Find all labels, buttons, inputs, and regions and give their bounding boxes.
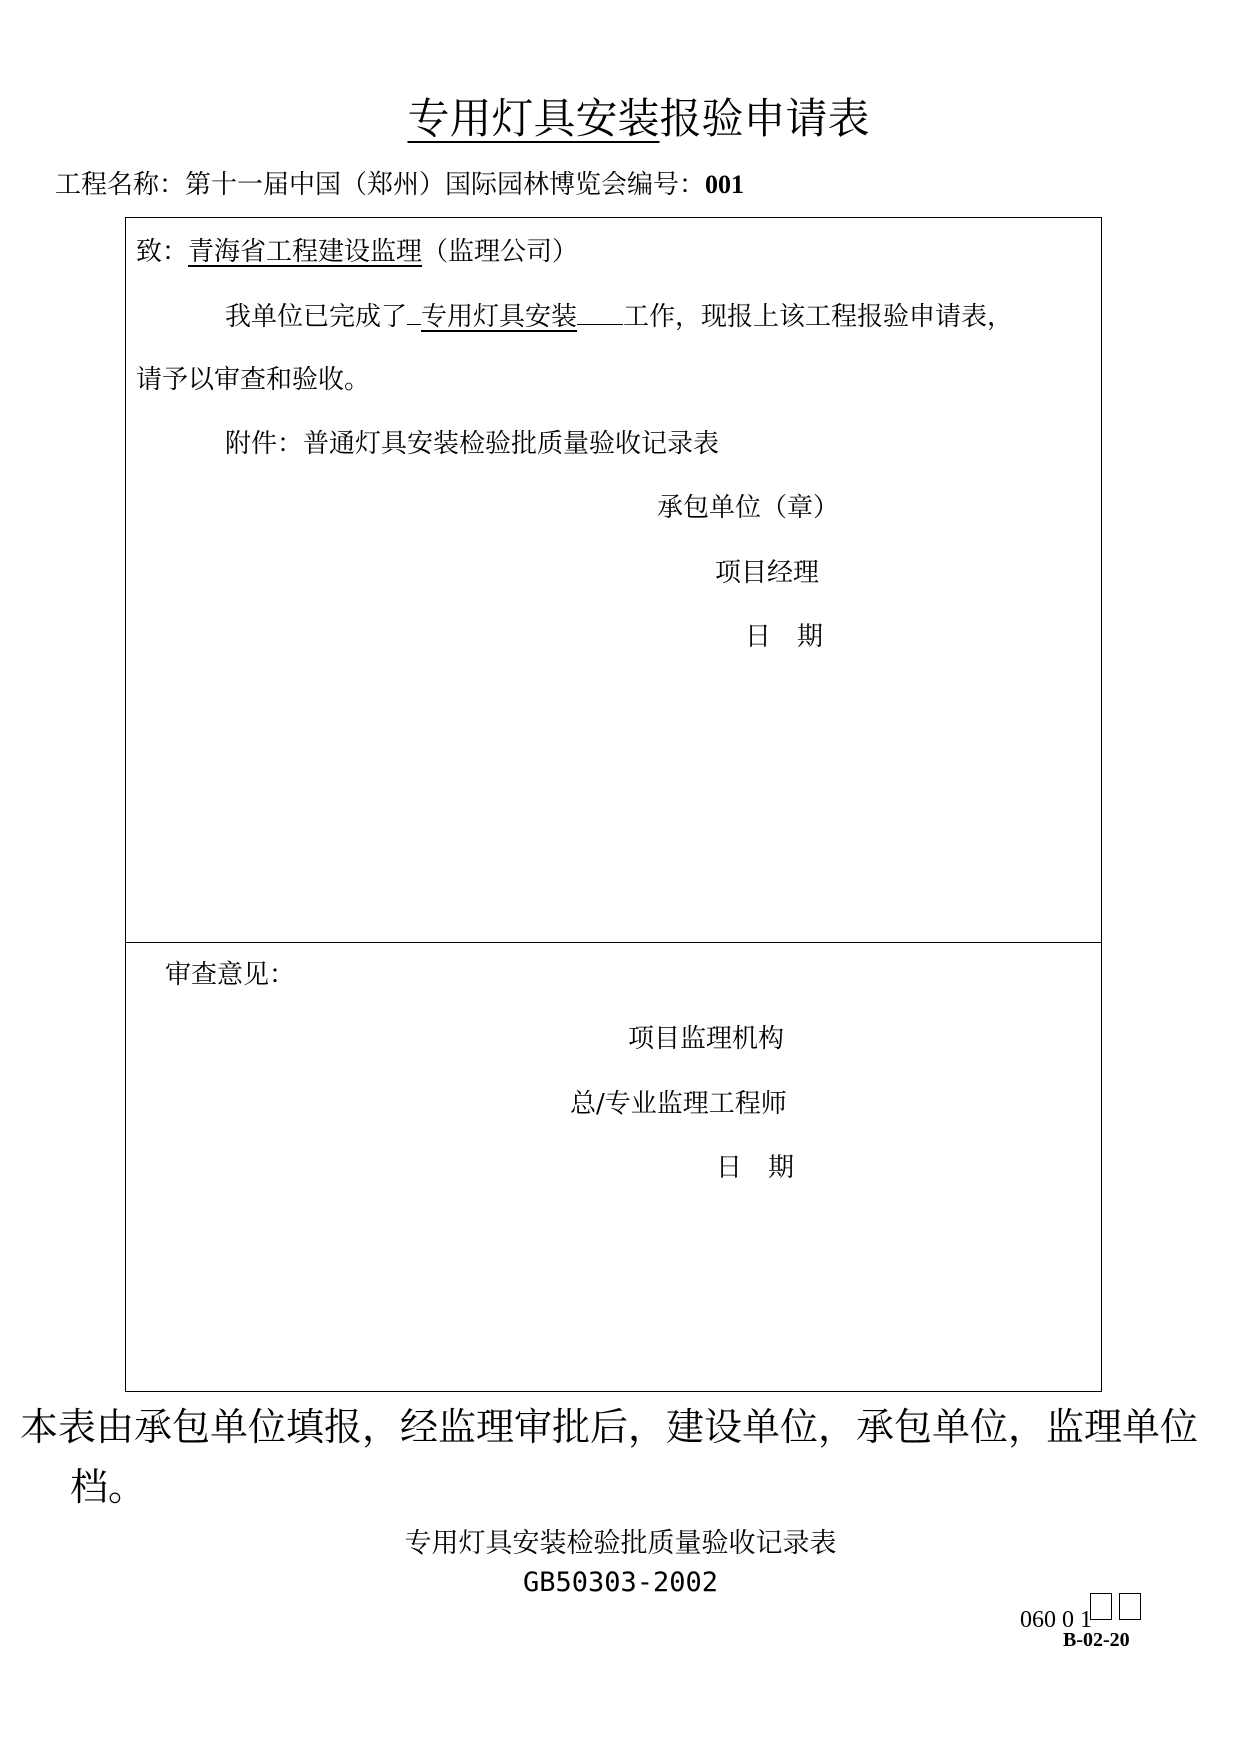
project-line — [55, 168, 744, 202]
completion-statement — [225, 298, 1013, 334]
review-opinion-label: 审查意见： — [165, 960, 296, 990]
footer-note-line2: 档。 — [70, 1465, 147, 1509]
number-label: 编号： — [627, 170, 706, 200]
supervisor-company-name: 青海省工程建设监理 — [188, 237, 423, 267]
completed-work-name: 专用灯具安装 — [421, 302, 578, 332]
completion-suffix: 工作，现报上该工程报验申请表， — [623, 302, 1014, 332]
code-checkbox — [1119, 1593, 1141, 1620]
form-code-fragment: 060 0 1 — [1020, 1607, 1092, 1633]
page-title — [0, 92, 1241, 146]
attachment-line: 附件：普通灯具安装检验批质量验收记录表 — [225, 429, 720, 459]
project-name: 第十一届中国（郑州）国际园林博览会 — [185, 170, 628, 200]
title-rest: 报验申请表 — [659, 94, 870, 143]
form-code-label: B-02-20 — [1063, 1629, 1130, 1651]
project-label: 工程名称： — [55, 170, 186, 200]
review-box — [125, 942, 1102, 1392]
completion-prefix: 我单位已完成了 — [225, 302, 408, 332]
contractor-seal-label: 承包单位（章） — [657, 493, 840, 523]
addressee-line — [136, 235, 578, 269]
standard-code: GB50303-2002 — [522, 1567, 719, 1598]
supervising-engineer-label: 总/专业监理工程师 — [570, 1089, 787, 1119]
next-form-title: 专用灯具安装检验批质量验收记录表 — [404, 1528, 837, 1559]
supervisor-company-suffix: （监理公司） — [422, 237, 579, 267]
blank-underline — [407, 298, 421, 325]
completion-statement-line2: 请予以审查和验收。 — [136, 365, 371, 395]
supervision-org-label: 项目监理机构 — [628, 1024, 785, 1054]
footer-note-line1: 本表由承包单位填报，经监理审批后，建设单位，承包单位，监理单位 — [20, 1405, 1199, 1449]
to-label: 致： — [136, 237, 189, 267]
review-date-label: 日 期 — [716, 1153, 795, 1183]
application-date-label: 日 期 — [745, 622, 824, 652]
code-checkbox — [1090, 1593, 1112, 1620]
project-manager-label: 项目经理 — [715, 558, 820, 588]
blank-underline — [577, 298, 623, 325]
title-underlined: 专用灯具安装 — [407, 94, 660, 143]
project-number: 001 — [705, 170, 745, 199]
